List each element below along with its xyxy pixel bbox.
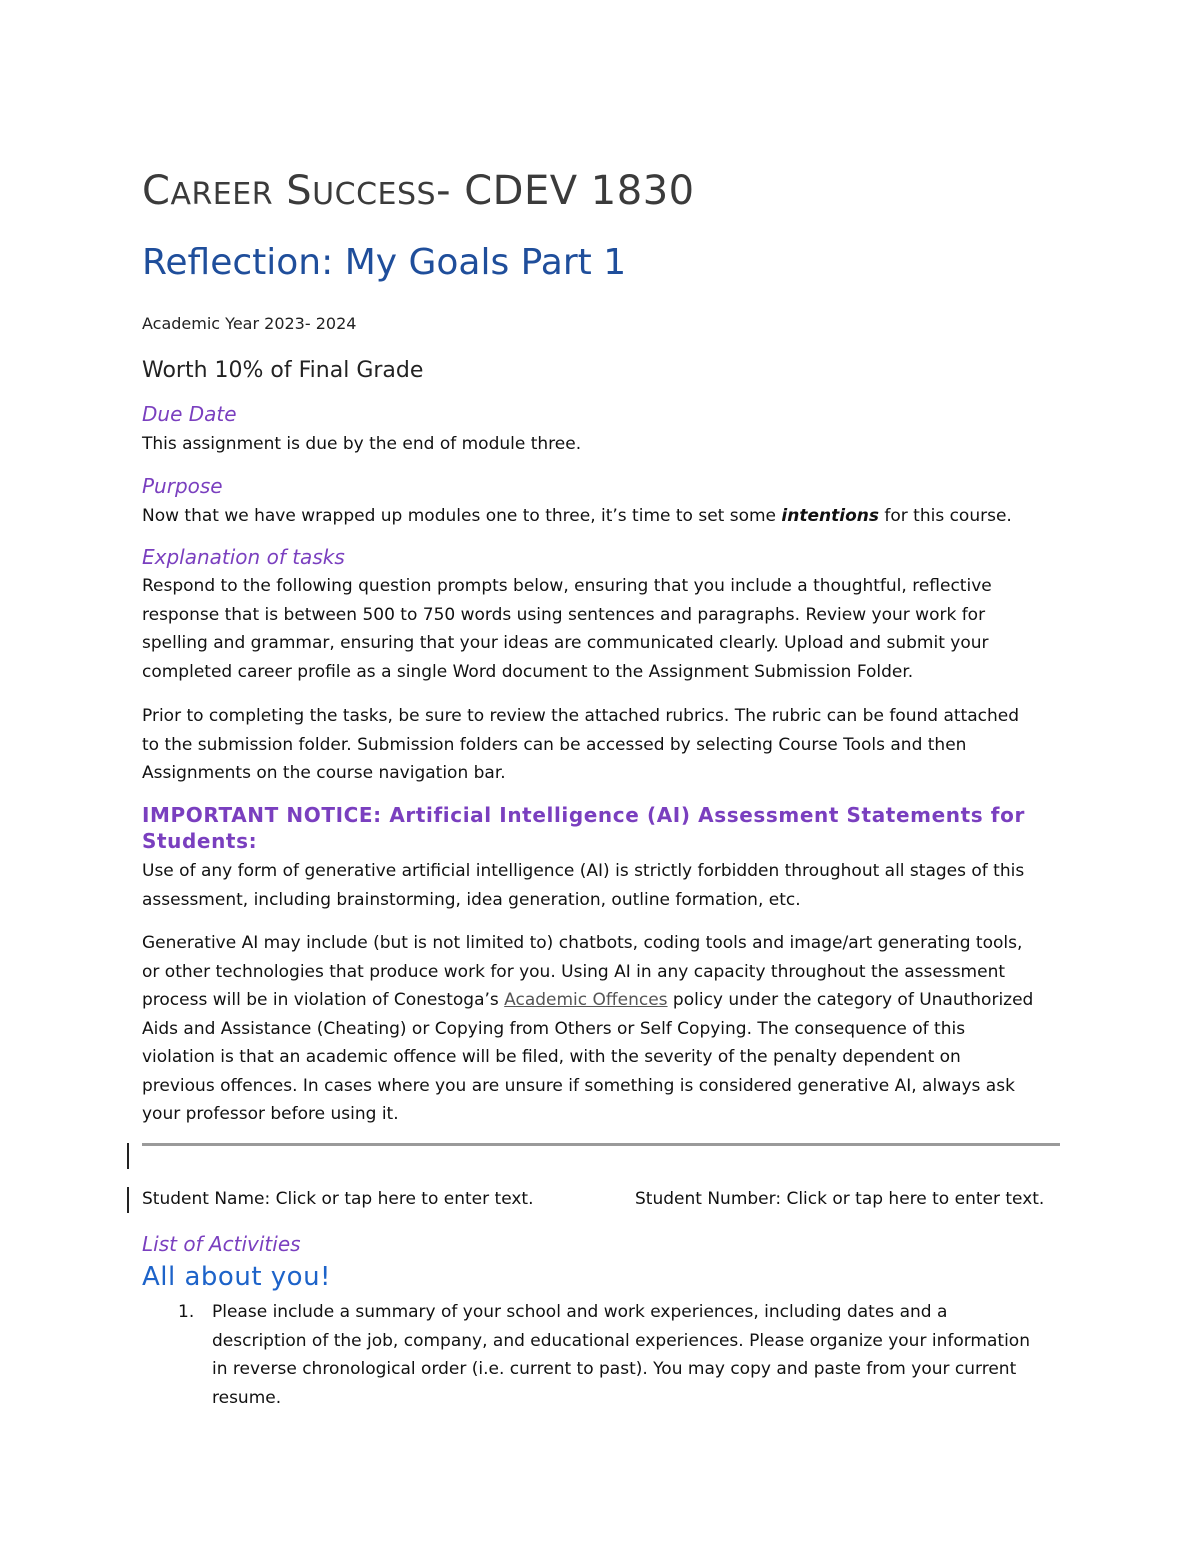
explanation-heading: Explanation of tasks xyxy=(142,545,345,569)
academic-year: Academic Year 2023- 2024 xyxy=(142,314,357,333)
student-number-field[interactable]: Student Number: Click or tap here to enter text. xyxy=(635,1189,1045,1209)
due-date-heading: Due Date xyxy=(142,402,237,426)
course-title: CAREER SUCCESS- CDEV 1830 xyxy=(142,168,695,214)
list-item-number: 1. xyxy=(178,1302,195,1322)
purpose-text: Now that we have wrapped up modules one to three, it’s time to set some intentions for this course. xyxy=(142,506,1012,526)
explanation-text: Respond to the following question prompts below, ensuring that you include a thoughtful, reflective response that is between 500 to 750 words using sentences and paragraphs. Review your work for spelling and grammar, ensuring that your ideas are communicated clearly. Upload and submit your completed career profile as a single Word document to the Assignment Submission Folder. xyxy=(142,576,992,682)
text-cursor-mark xyxy=(127,1143,129,1169)
assignment-title: Reflection: My Goals Part 1 xyxy=(142,242,627,283)
academic-offences-link[interactable]: Academic Offences xyxy=(504,990,668,1010)
ai-notice-p1: Use of any form of generative artificial intelligence (AI) is strictly forbidden throughout all stages of this assessment, including brainstorming, idea generation, outline formation, etc. xyxy=(142,861,1025,910)
list-item: 1. Please include a summary of your school and work experiences, including dates and a description of the job, company, and educational experiences. Please organize your information in reverse chronological order (i.e. current to past). You may copy and paste from your current resume. xyxy=(142,1298,1060,1412)
purpose-heading: Purpose xyxy=(142,474,223,498)
text-cursor-mark xyxy=(127,1187,129,1213)
horizontal-divider xyxy=(142,1143,1060,1146)
ai-notice-p2: Generative AI may include (but is not limited to) chatbots, coding tools and image/art generating tools, or other technologies that produce work for you. Using AI in any capacity throughout the assessment process will be in violation of Conestoga’s Academic Offences policy under the category of Unauthorized Aids and Assistance (Cheating) or Copying from Others or Self Copying. The consequence of this violation is that an academic offence will be filed, with the severity of the penalty dependent on previous offences. In cases where you are unsure if something is considered generative AI, always ask your professor before using it. xyxy=(142,933,1034,1124)
student-name-field[interactable]: Student Name: Click or tap here to enter text. xyxy=(142,1189,534,1209)
activities-heading: List of Activities xyxy=(142,1232,301,1256)
due-date-text: This assignment is due by the end of module three. xyxy=(142,434,582,454)
ai-notice-heading: IMPORTANT NOTICE: Artificial Intelligence (AI) Assessment Statements for Students: xyxy=(142,803,1025,853)
prior-text: Prior to completing the tasks, be sure to review the attached rubrics. The rubric can be found attached to the submission folder. Submission folders can be accessed by selecting Course Tools and then Assignments on the course navigation bar. xyxy=(142,706,1020,783)
grade-weight: Worth 10% of Final Grade xyxy=(142,358,424,383)
activity-list xyxy=(142,1298,1060,1412)
all-about-heading: All about you! xyxy=(142,1262,331,1292)
